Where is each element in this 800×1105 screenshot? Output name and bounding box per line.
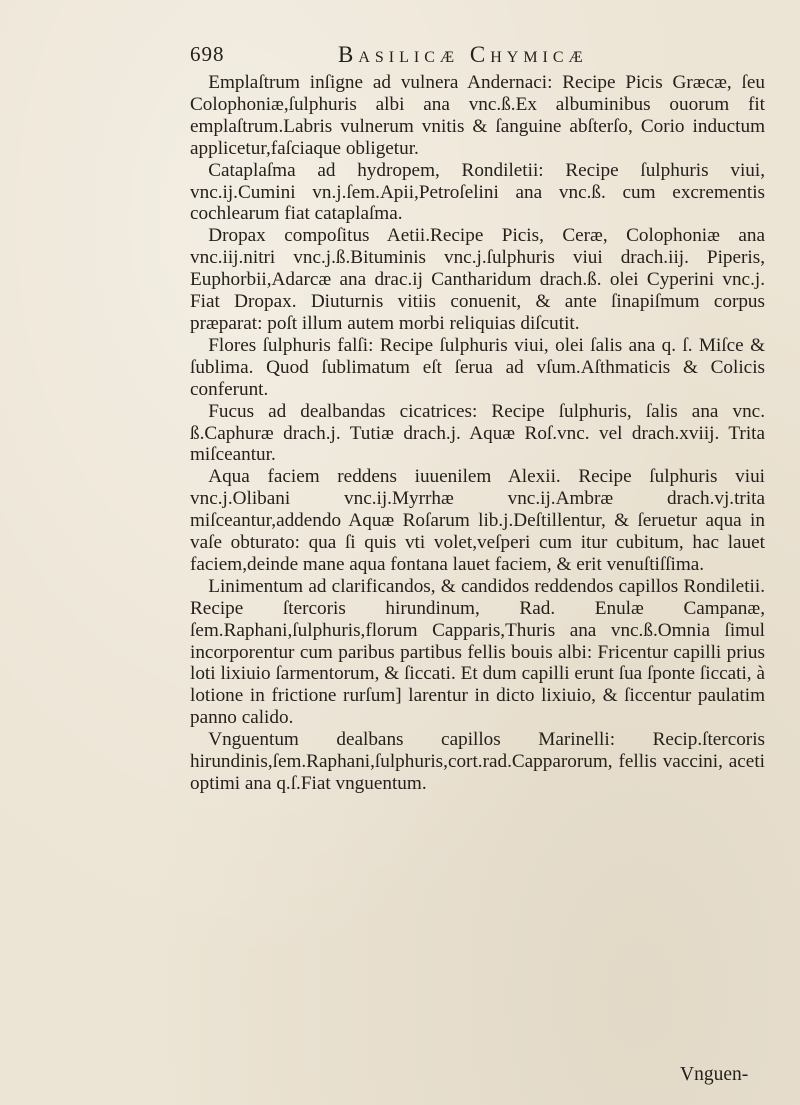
running-title: Basilicæ Chymicæ bbox=[338, 42, 588, 67]
recipe-fucus: Fucus ad dealbandas cicatrices: Recipe ſulphuris, ſalis ana vnc. ß.Caphuræ drach.j. Tutiæ drach.j. Aquæ Roſ.vnc. vel drach.xviij. Trita miſceantur. bbox=[190, 400, 765, 466]
page-number: 698 bbox=[190, 42, 225, 66]
recipe-aqua-faciem: Aqua faciem reddens iuuenilem Alexii. Recipe ſulphuris viui vnc.j.Olibani vnc.ij.Myrrhæ vnc.ij.Ambræ drach.vj.trita miſceantur,addendo Aquæ Roſarum lib.j.Deſtillentur, & ſeruetur aqua in vaſe obturato: qua ſi quis vti volet,veſperi cum itur cubitum, hac lauet faciem,deinde mane aqua fontana lauet faciem, & erit venuſtiſſima. bbox=[190, 466, 765, 575]
catchword: Vnguen- bbox=[680, 1064, 749, 1085]
recipe-dropax: Dropax compoſitus Aetii.Recipe Picis, Ceræ, Colophoniæ ana vnc.iij.nitri vnc.j.ß.Bituminis vnc.j.ſulphuris viui drach.iij. Piperis, Euphorbii,Adarcæ ana drac.ij Cantharidum drach.ß. olei Cyperini vnc.j. Fiat Dropax. Diuturnis vitiis conuenit, & ante ſinapiſmum corpus præparat: poſt illum autem morbi reliquias diſcutit. bbox=[190, 225, 765, 334]
recipe-linimentum: Linimentum ad clarificandos, & candidos reddendos capillos Rondiletii. Recipe ſtercoris hirundinum, Rad. Enulæ Campanæ, ſem.Raphani,ſulphuris,florum Capparis,Thuris ana vnc.ß.Omnia ſimul incorporentur cum paribus partibus fellis bouis albi: Fricentur capilli prius loti lixiuio ſarmentorum, & ſiccati. Et dum capilli erunt ſua ſponte ſiccati, à lotione in frictione rurſum] larentur in dicto lixiuio, & ſiccentur paulatim panno calido. bbox=[190, 575, 765, 729]
recipe-cataplasma: Cataplaſma ad hydropem, Rondiletii: Recipe ſulphuris viui, vnc.ij.Cumini vn.j.ſem.Apii,Petroſelini ana vnc.ß. cum excrementis cochlearum fiat cataplaſma. bbox=[190, 159, 765, 225]
body-text bbox=[190, 72, 765, 795]
recipe-emplastrum: Emplaſtrum inſigne ad vulnera Andernaci: Recipe Picis Græcæ, ſeu Colophoniæ,ſulphuris albi ana vnc.ß.Ex albuminibus ouorum fit emplaſtrum.Labris vulnerum vnitis & ſanguine abſterſo, Corio inductum applicetur,faſciaque obligetur. bbox=[190, 72, 765, 159]
recipe-vnguentum: Vnguentum dealbans capillos Marinelli: Recip.ſtercoris hirundinis,ſem.Raphani,ſulphuris,cort.rad.Capparorum, fellis vaccini, aceti optimi ana q.ſ.Fiat vnguentum. bbox=[190, 729, 765, 794]
page-header bbox=[190, 42, 760, 74]
recipe-flores-sulphuris: Flores ſulphuris falſi: Recipe ſulphuris viui, olei ſalis ana q. ſ. Miſce & ſublima. Quod ſublimatum eſt ſerua ad vſum.Aſthmaticis & Colicis conferunt. bbox=[190, 334, 765, 400]
